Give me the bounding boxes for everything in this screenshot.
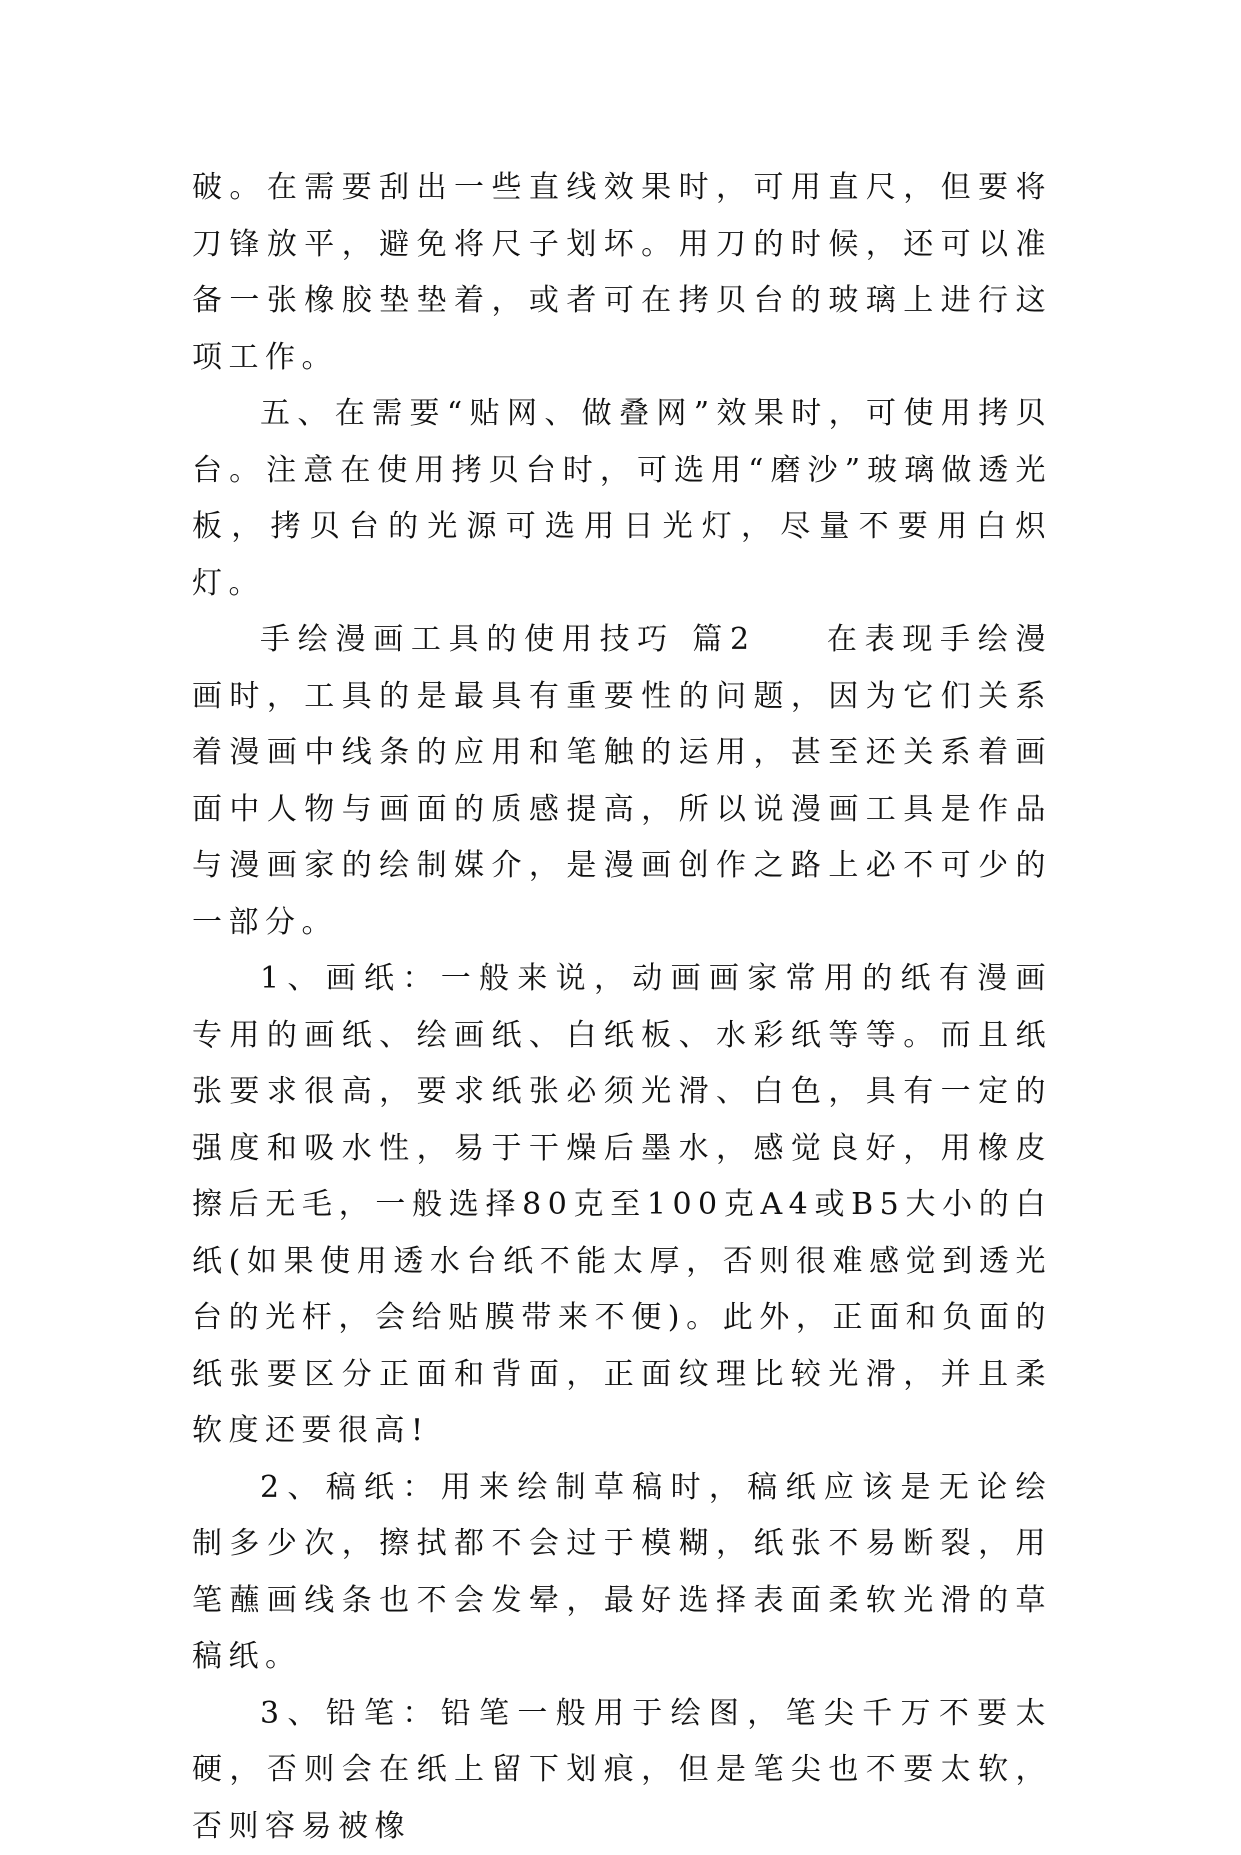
section-heading: 手绘漫画工具的使用技巧 篇2 [260,622,756,657]
paragraph-drawing-paper: 1、画纸：一般来说，动画画家常用的纸有漫画专用的画纸、绘画纸、白纸板、水彩纸等等。而且纸张要求很高，要求纸张必须光滑、白色，具有一定的强度和吸水性，易于干燥后墨水，感觉良好，用橡皮擦后无毛，一般选择80克至100克A4或B5大小的白纸(如果使用透水台纸不能太厚，否则很难感觉到透光台的光杆，会给贴膜带来不便)。此外，正面和负面的纸张要区分正面和背面，正面纹理比较光滑，并且柔软度还要很高! [192,951,1052,1460]
paragraph-continuation: 破。在需要刮出一些直线效果时，可用直尺，但要将刀锋放平，避免将尺子划坏。用刀的时候，还可以准备一张橡胶垫垫着，或者可在拷贝台的玻璃上进行这项工作。 [192,160,1052,386]
paragraph-item-five: 五、在需要“贴网、做叠网”效果时，可使用拷贝台。注意在使用拷贝台时，可选用“磨沙”玻璃做透光板，拷贝台的光源可选用日光灯，尽量不要用白炽灯。 [192,386,1052,612]
section-intro-text: 在表现手绘漫画时，工具的是最具有重要性的问题，因为它们关系着漫画中线条的应用和笔触的运用，甚至还关系着画面中人物与画面的质感提高，所以说漫画工具是作品与漫画家的绘制媒介，是漫画创作之路上必不可少的一部分。 [192,622,1052,940]
paragraph-pencil: 3、铅笔：铅笔一般用于绘图，笔尖千万不要太硬，否则会在纸上留下划痕，但是笔尖也不要太软，否则容易被橡 [192,1686,1052,1855]
paragraph-section-two [192,612,1052,951]
paragraph-draft-paper: 2、稿纸：用来绘制草稿时，稿纸应该是无论绘制多少次，擦拭都不会过于模糊，纸张不易断裂，用笔蘸画线条也不会发晕，最好选择表面柔软光滑的草稿纸。 [192,1460,1052,1686]
document-body [192,160,1052,1855]
